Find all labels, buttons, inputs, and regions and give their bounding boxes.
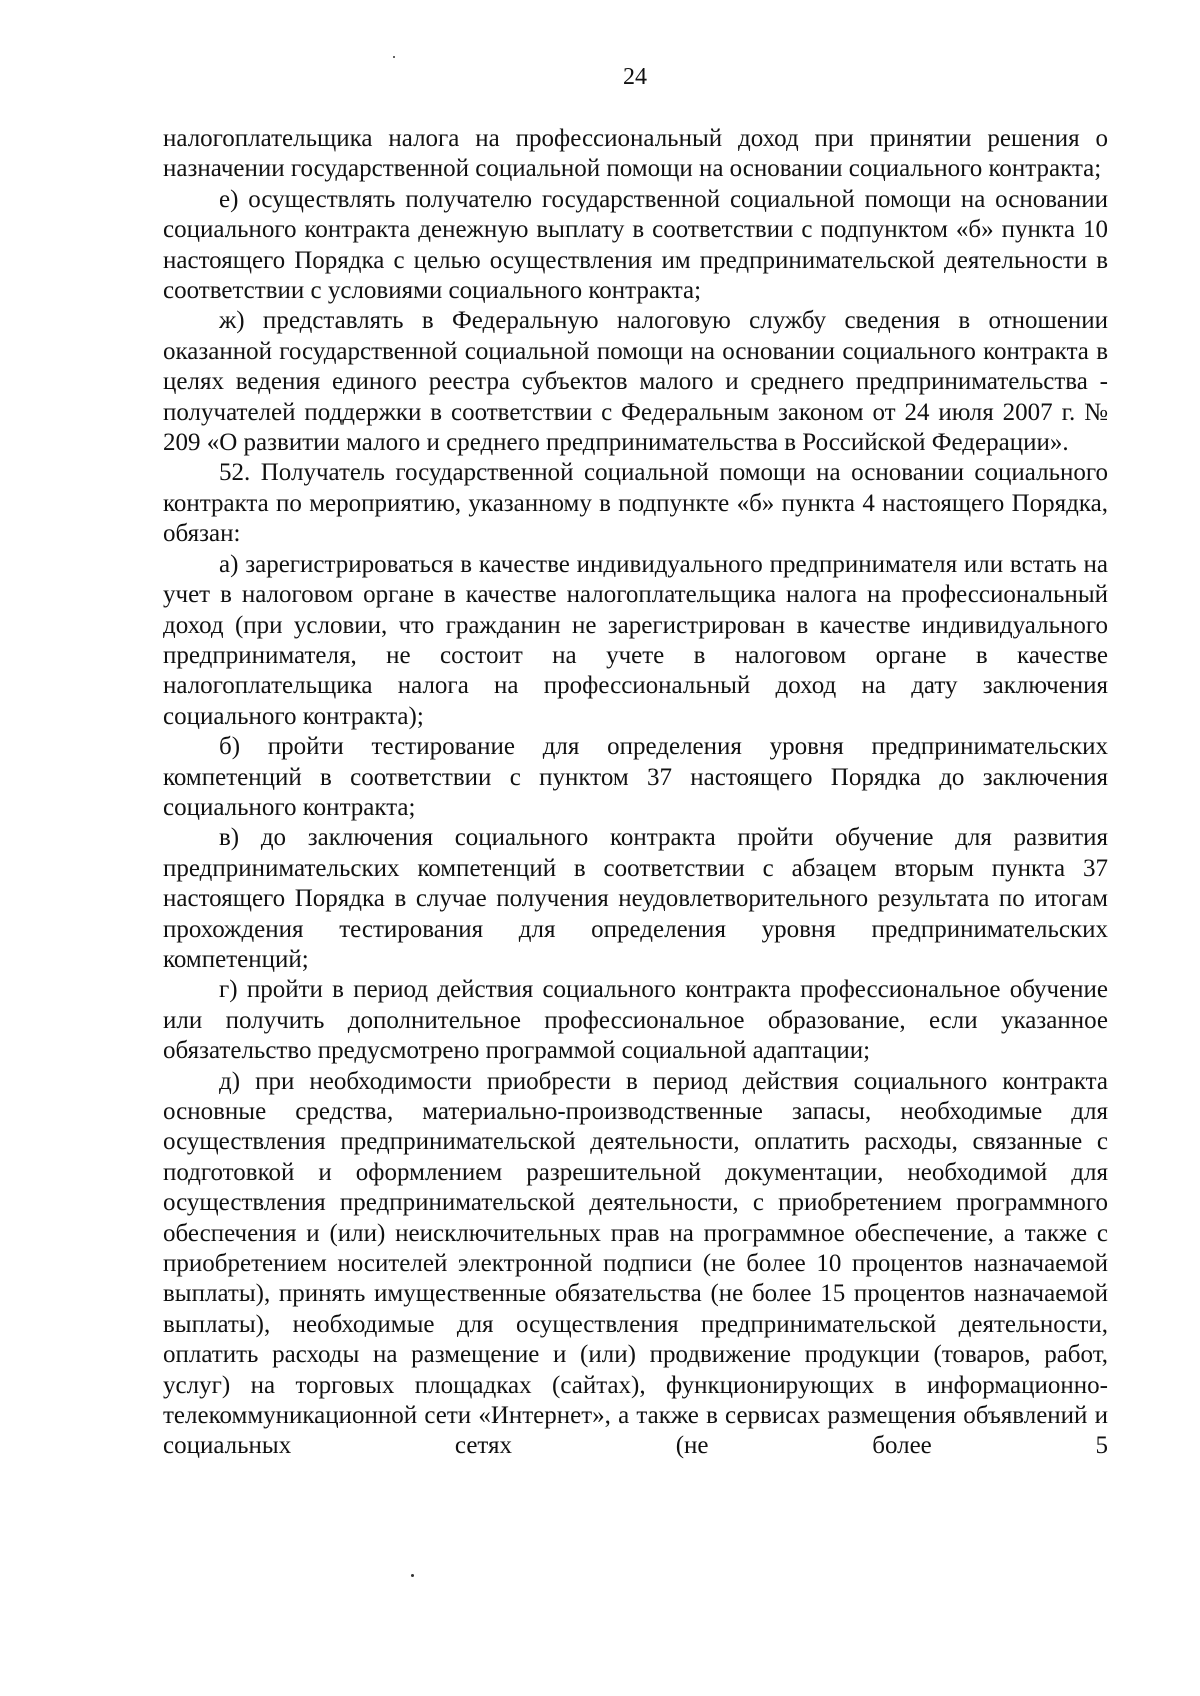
paragraph-point-52: 52. Получатель государственной социальной помощи на основании социального контракта по мероприятию, указанному в подпункте «б» пункта 4 настоящего Порядка, обязан: [163,459,1108,548]
paragraph-item-e: е) осуществлять получателю государственной социальной помощи на основании социального контракта денежную выплату в соответствии с подпунктом «б» пункта 10 настоящего Порядка с целью осуществления им предпринимательской деятельности в соответствии с условиями социального контракта; [163,185,1108,305]
page-number: 24 [623,64,647,90]
paragraph-item-g: г) пройти в период действия социального контракта профессиональное обучение или получить дополнительное профессиональное образование, если указанное обязательство предусмотрено программой социальной адаптации; [163,976,1108,1065]
paragraph-item-b: б) пройти тестирование для определения уровня предпринимательских компетенций в соответствии с пунктом 37 настоящего Порядка до заключения социального контракта; [163,733,1108,821]
document-body [163,124,1108,1462]
scan-speck [393,56,395,58]
paragraph-item-d: д) при необходимости приобрести в период действия социального контракта основные средства, материально-производственные запасы, необходимые для осуществления предпринимательской деятельности, оплатить расходы, связанные с подготовкой и оформлением разрешительной документации, необходимой для осуществления предпринимательской деятельности, с приобретением программного обеспечения и (или) неисключительных прав на программное обеспечение, а также с приобретением носителей электронной подписи (не более 10 процентов назначаемой выплаты), принять имущественные обязательства (не более 15 процентов назначаемой выплаты), необходимые для осуществления предпринимательской деятельности, оплатить расходы на размещение и (или) продвижение продукции (товаров, работ, услуг) на торговых площадках (сайтах), функционирующих в информационно-телекоммуникационной сети «Интернет», а также в сервисах размещения объявлений и социальных сетях (не более 5 [163,1067,1108,1460]
paragraph-continuation: налогоплательщика налога на профессиональный доход при принятии решения о назначении государственной социальной помощи на основании социального контракта; [163,125,1108,183]
scan-speck [411,1574,414,1577]
paragraph-item-zh: ж) представлять в Федеральную налоговую службу сведения в отношении оказанной государственной социальной помощи на основании социального контракта в целях ведения единого реестра субъектов малого и среднего предпринимательства - получателей поддержки в соответствии с Федеральным законом от 24 июля 2007 г. № 209 «О развитии малого и среднего предпринимательства в Российской Федерации». [163,307,1108,457]
paragraph-item-a: а) зарегистрироваться в качестве индивидуального предпринимателя или встать на учет в налоговом органе в качестве налогоплательщика налога на профессиональный доход (при условии, что гражданин не зарегистрирован в качестве индивидуального предпринимателя, не состоит на учете в налоговом органе в качестве налогоплательщика налога на профессиональный доход на дату заключения социального контракта); [163,550,1108,730]
paragraph-item-v: в) до заключения социального контракта пройти обучение для развития предпринимательских компетенций в соответствии с абзацем вторым пункта 37 настоящего Порядка в случае получения неудовлетворительного результата по итогам прохождения тестирования для определения уровня предпринимательских компетенций; [163,824,1108,973]
